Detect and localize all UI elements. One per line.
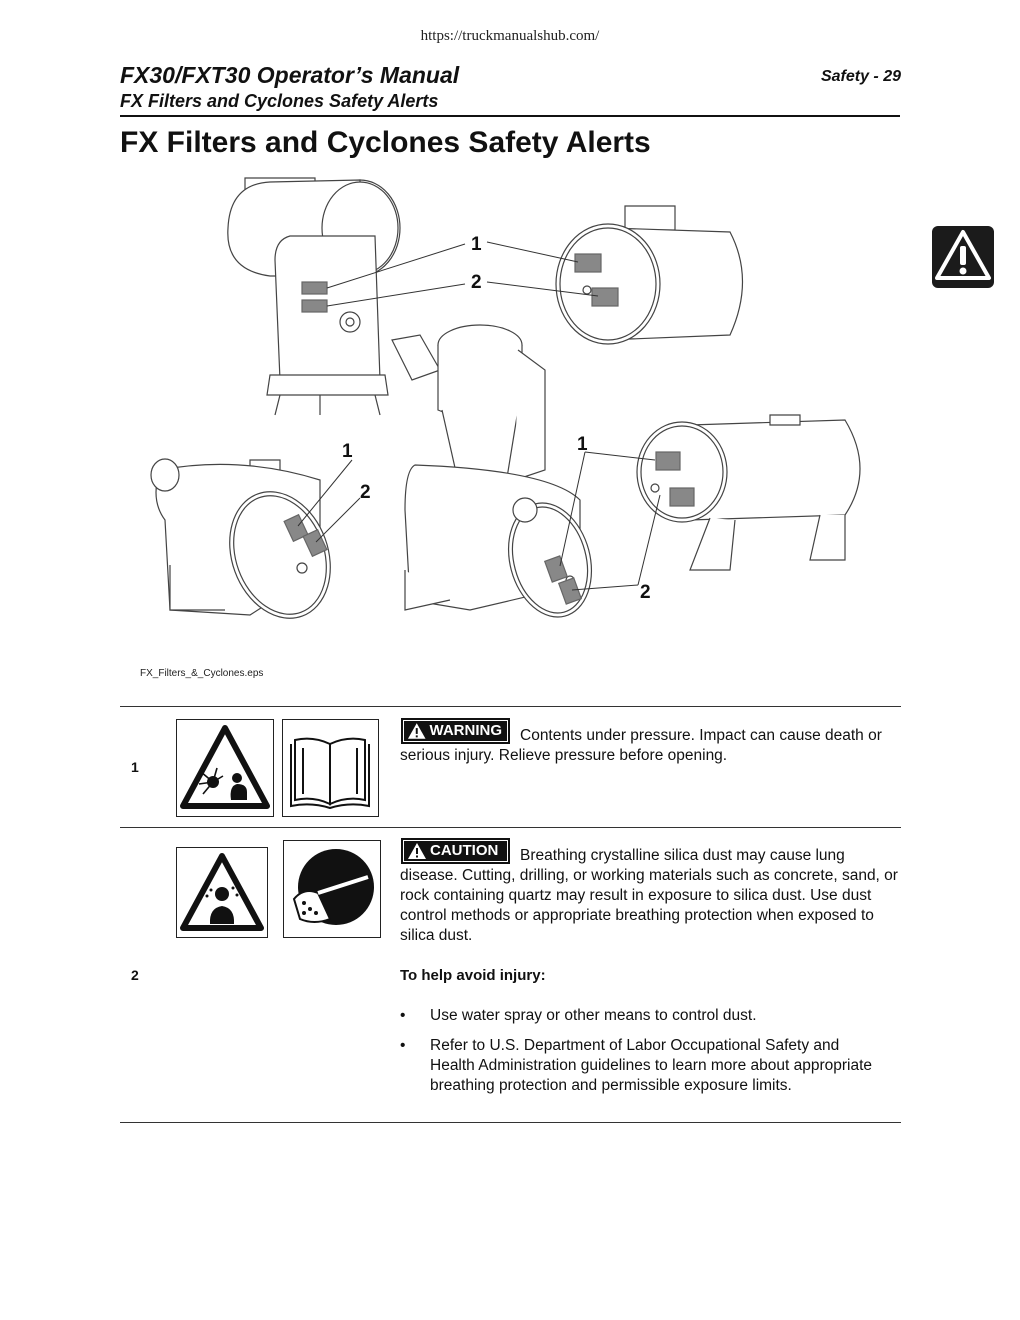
bullet-dot: • (400, 1037, 406, 1054)
page-title: FX Filters and Cyclones Safety Alerts (120, 126, 651, 159)
inhalation-hazard-icon (176, 847, 268, 938)
page-reference: Safety - 29 (820, 68, 901, 85)
alert-1-number: 1 (131, 759, 139, 775)
pressure-burst-hazard-icon (176, 719, 274, 817)
callout-1-right: 1 (577, 434, 588, 455)
alert-2-number: 2 (131, 967, 139, 983)
warning-signal-word: WARNING (429, 722, 502, 739)
manual-title: FX30/FXT30 Operator’s Manual (120, 62, 460, 88)
table-top-rule (120, 706, 901, 707)
warning-triangle-icon (932, 226, 994, 288)
alert-2-message-text: Breathing crystalline silica dust may cause lung disease. Cutting, drilling, or working materials such as concrete, sand, or rock containing quartz may result in exposure to silica dust. Use dust control methods or appropriate breathing protection when exposed to silica dust. (400, 847, 898, 944)
bullet-text: Use water spray or other means to control dust. (430, 1007, 757, 1024)
source-url[interactable]: https://truckmanualshub.com/ (420, 28, 600, 44)
caution-signal-word: CAUTION (430, 842, 499, 859)
bullet-text: Refer to U.S. Department of Labor Occupational Safety and Health Administration guidelines to learn more about appropriate breathing protection and permissible exposure limits. (430, 1037, 873, 1094)
callout-2-right: 2 (640, 582, 651, 603)
top-right-filter (556, 206, 743, 344)
section-title: FX Filters and Cyclones Safety Alerts (120, 91, 439, 111)
table-bottom-rule (120, 1122, 901, 1123)
table-middle-rule (120, 827, 901, 828)
safety-section-tab (932, 226, 994, 288)
callout-1-top: 1 (471, 234, 482, 255)
respirator-icon (283, 840, 381, 938)
callout-1-left: 1 (342, 441, 353, 462)
header-rule (120, 115, 900, 117)
alert-2-message (400, 846, 900, 946)
bottom-left-cyclone (151, 459, 347, 632)
callout-2-top: 2 (471, 272, 482, 293)
center-cyclone (392, 325, 604, 626)
filters-cyclones-illustration (130, 170, 890, 660)
figure-caption: FX_Filters_&_Cyclones.eps (140, 668, 264, 679)
callout-2-left: 2 (360, 482, 371, 503)
alert-1-message-text: Contents under pressure. Impact can cause death or serious injury. Relieve pressure before opening. (400, 727, 882, 764)
top-left-filter (228, 178, 400, 415)
avoid-injury-heading: To help avoid injury: (400, 967, 546, 984)
alert-1-message (400, 726, 900, 766)
read-manual-icon (282, 719, 379, 817)
bullet-dot: • (400, 1007, 406, 1024)
bottom-right-tank (637, 415, 860, 570)
